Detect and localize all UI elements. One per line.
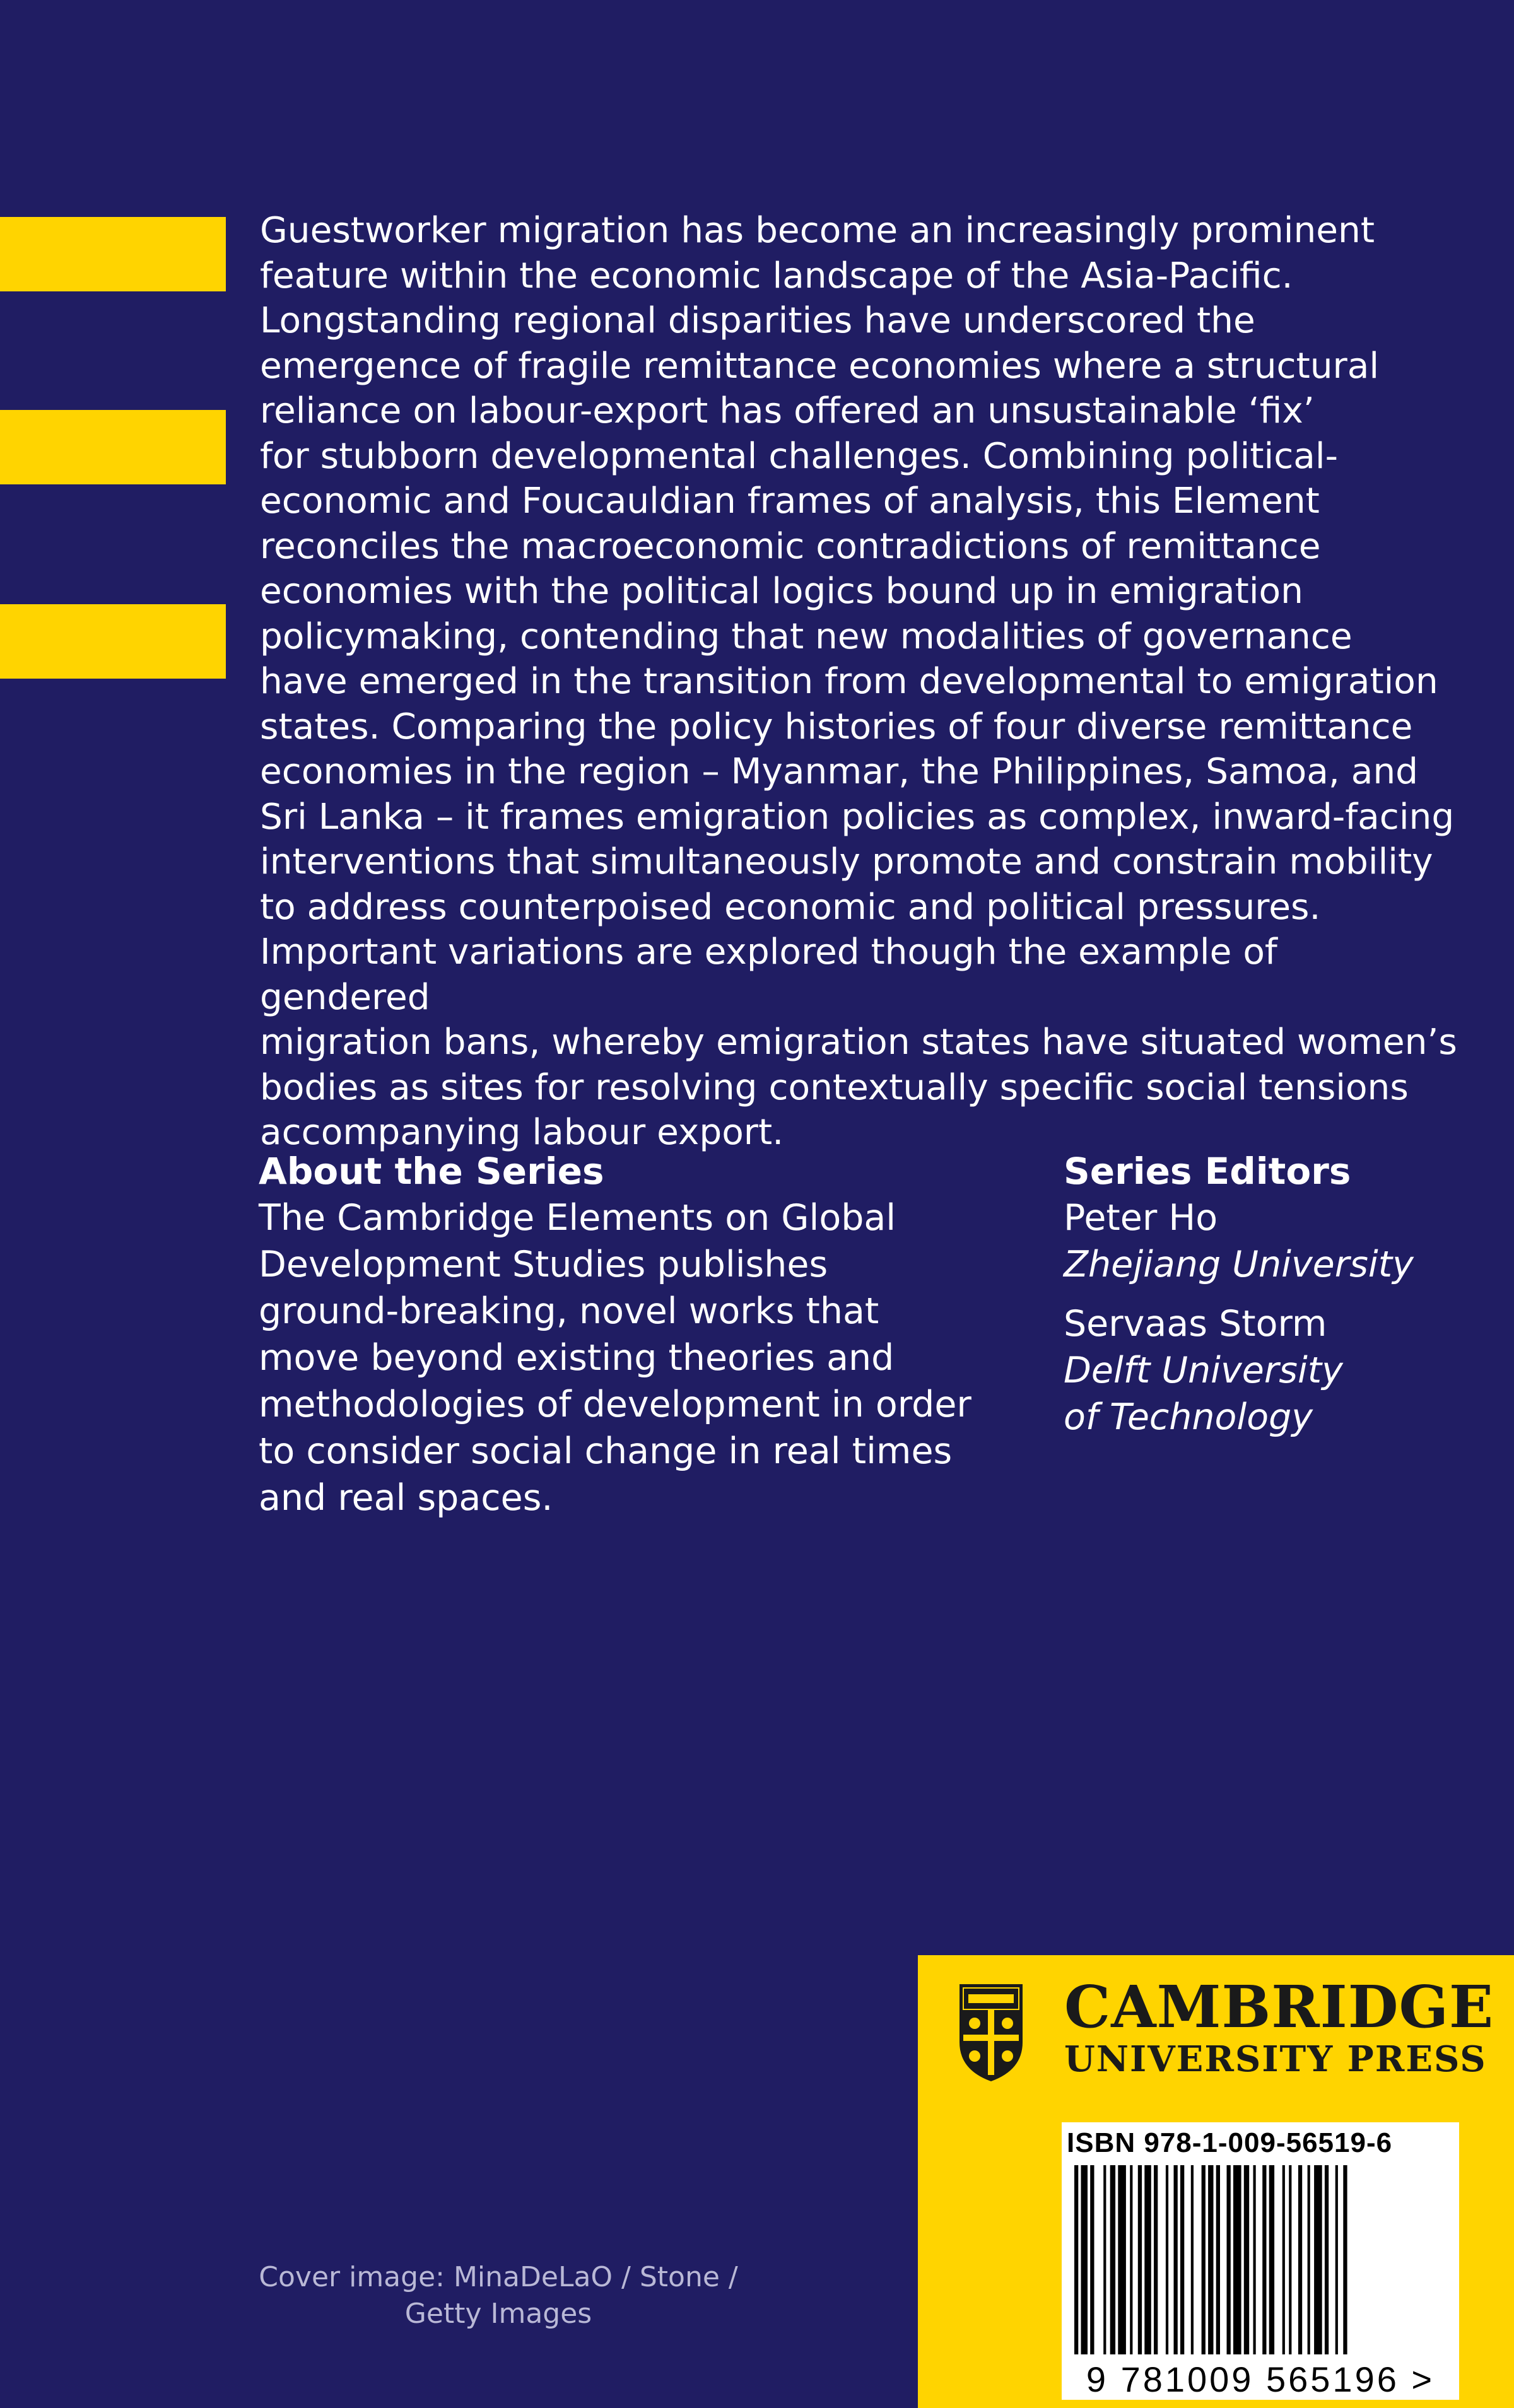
editor-name: Servaas Storm (1064, 1303, 1327, 1345)
blurb-line: interventions that simultaneously promote and constrain mobility (260, 841, 1433, 882)
about-line: The Cambridge Elements on Global (259, 1197, 896, 1239)
blurb-line: reliance on labour-export has offered an unsustainable ‘fix’ (260, 390, 1315, 431)
editors-heading: Series Editors (1064, 1150, 1351, 1193)
accent-bar-2 (0, 410, 226, 484)
editor-entry (1064, 1300, 1480, 1441)
about-line: move beyond existing theories and (259, 1337, 895, 1379)
accent-bar-3 (0, 604, 226, 679)
blurb-line: economies in the region – Myanmar, the Philippines, Samoa, and (260, 751, 1419, 792)
blurb-line: Guestworker migration has become an increasingly prominent (260, 210, 1375, 251)
blurb-line: reconciles the macroeconomic contradictions of remittance (260, 525, 1321, 567)
about-line: methodologies of development in order (259, 1384, 971, 1425)
blurb-line: economies with the political logics bound up in emigration (260, 571, 1303, 612)
editor-affiliation: Zhejiang University (1064, 1244, 1414, 1285)
blurb-line: emergence of fragile remittance economies where a structural (260, 345, 1380, 387)
credit-line: Cover image: MinaDeLaO / Stone / (259, 2261, 738, 2293)
editor-affiliation: of Technology (1064, 1396, 1313, 1438)
about-line: to consider social change in real times (259, 1430, 953, 1472)
blurb-line: feature within the economic landscape of the Asia-Pacific. (260, 255, 1293, 296)
editor-entry (1064, 1195, 1480, 1288)
about-line: ground-breaking, novel works that (259, 1290, 879, 1332)
blurb-line: Longstanding regional disparities have underscored the (260, 300, 1255, 341)
blurb-line: Sri Lanka – it frames emigration policies as complex, inward-facing (260, 796, 1455, 838)
isbn-label: ISBN 978-1-009-56519-6 (1067, 2127, 1393, 2158)
blurb-line: Important variations are explored though the example of gendered (260, 932, 1277, 1018)
editor-name: Peter Ho (1064, 1197, 1218, 1239)
blurb-line: for stubborn developmental challenges. Combining political- (260, 435, 1338, 477)
about-heading: About the Series (259, 1150, 604, 1193)
about-body (259, 1195, 1016, 1521)
barcode-icon (1074, 2165, 1447, 2354)
blurb-line: have emerged in the transition from developmental to emigration (260, 661, 1438, 702)
book-description (260, 208, 1458, 1155)
cover-image-credit (259, 2259, 738, 2332)
blurb-line: migration bans, whereby emigration states have situated women’s (260, 1022, 1457, 1063)
cambridge-crest-icon (957, 1982, 1025, 2084)
about-line: Development Studies publishes (259, 1244, 828, 1285)
accent-bar-1 (0, 217, 226, 291)
blurb-line: accompanying labour export. (260, 1112, 784, 1153)
about-the-series (259, 1148, 1016, 1521)
publisher-panel (918, 1955, 1514, 2408)
series-editors (1064, 1148, 1480, 1441)
about-line: and real spaces. (259, 1477, 553, 1519)
blurb-line: policymaking, contending that new modalities of governance (260, 616, 1353, 657)
blurb-line: to address counterpoised economic and political pressures. (260, 886, 1321, 928)
publisher-subname: UNIVERSITY PRESS (1064, 2038, 1487, 2080)
blurb-line: bodies as sites for resolving contextually specific social tensions (260, 1067, 1409, 1108)
blurb-line: states. Comparing the policy histories of four diverse remittance (260, 706, 1413, 747)
barcode-box (1062, 2122, 1459, 2400)
editor-affiliation: Delft University (1064, 1350, 1343, 1391)
barcode-digits: 9 781009 565196 > (1086, 2359, 1435, 2399)
blurb-line: economic and Foucauldian frames of analysis, this Element (260, 481, 1320, 522)
publisher-name: CAMBRIDGE (1064, 1973, 1494, 2041)
credit-line: Getty Images (404, 2298, 592, 2330)
